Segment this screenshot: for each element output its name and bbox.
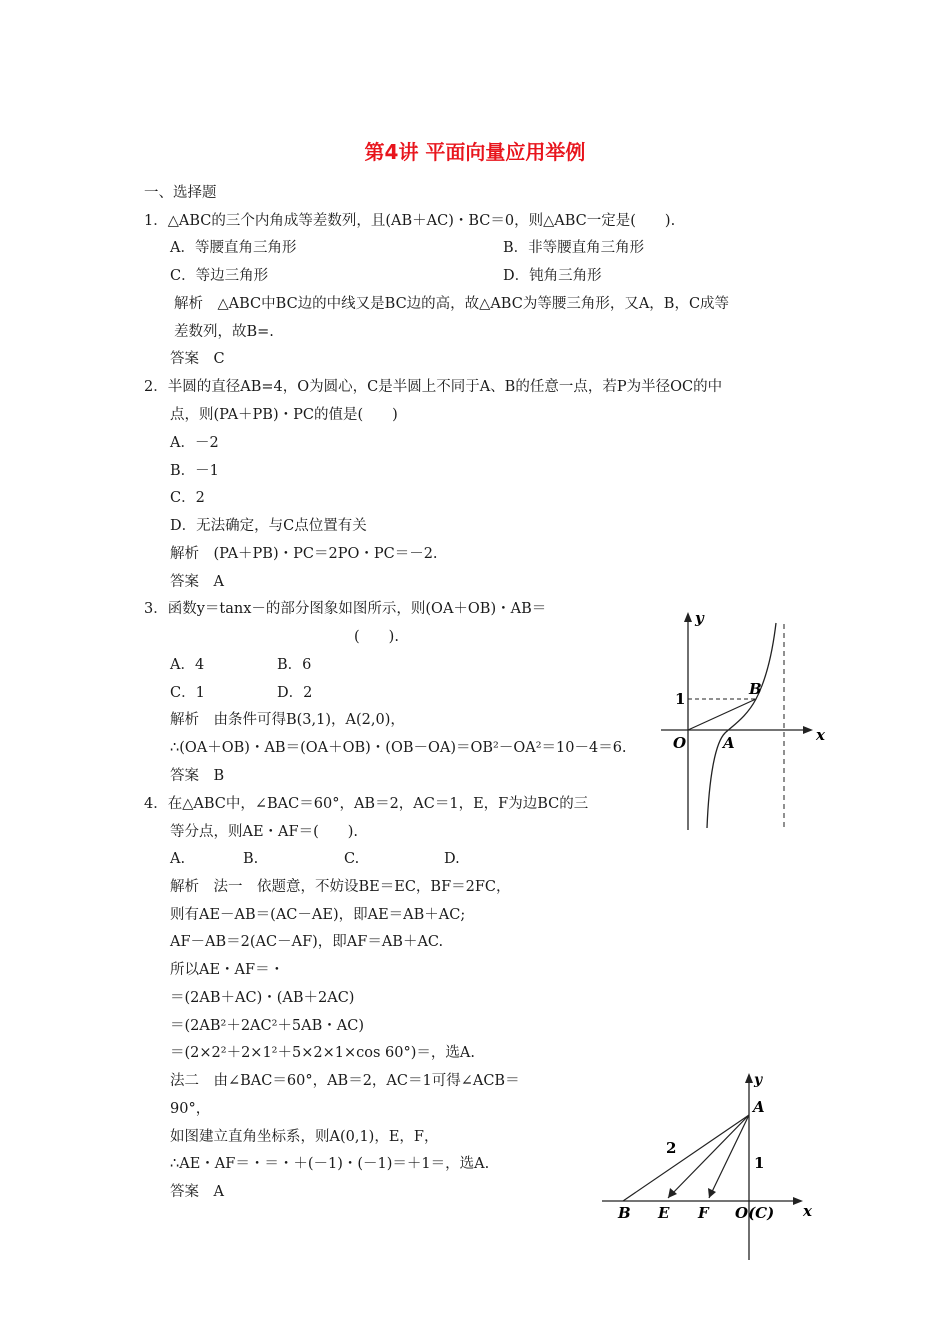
q2-analysis: 解析 (PA＋PB)・PC＝2PO・PC＝－2. xyxy=(170,546,438,562)
q4-method1-line5: ＝(2AB＋AC)・(AB＋2AC) xyxy=(170,990,355,1006)
q4-stem-line1: 4．在△ABC中，∠BAC＝60°，AB＝2，AC＝1，E，F为边BC的三 xyxy=(144,796,589,812)
q3-analysis-line1: 解析 由条件可得B(3,1)，A(2,0)， xyxy=(170,712,405,728)
q3-stem-line2: ( ). xyxy=(354,629,399,645)
label-x: x xyxy=(803,1202,812,1220)
q2-option-d: D．无法确定，与C点位置有关 xyxy=(170,518,367,534)
q2-stem-line1: 2．半圆的直径AB=4，O为圆心，C是半圆上不同于A、B的任意一点，若P为半径OC的中 xyxy=(144,379,723,395)
x-axis-arrow-icon xyxy=(803,726,813,734)
q4-method1-line7: ＝(2×2²＋2×1²＋5×2×1×cos 60°)＝，选A. xyxy=(170,1045,475,1061)
q1-analysis-line1: 解析 △ABC中BC边的中线又是BC边的高，故△ABC为等腰三角形，又A，B，C成等 xyxy=(174,296,730,312)
x-axis-arrow-icon xyxy=(793,1197,803,1205)
label-o-c: O(C) xyxy=(735,1204,775,1222)
q3-answer: 答案 B xyxy=(170,768,225,784)
q4-method1-line4: 所以AE・AF＝・ xyxy=(170,962,285,978)
vector-af-arrow-icon xyxy=(708,1188,716,1198)
vector-af xyxy=(709,1115,749,1198)
label-1: 1 xyxy=(754,1154,765,1172)
q4-option-a: A. xyxy=(170,851,186,867)
q1-option-d: D．钝角三角形 xyxy=(503,268,602,284)
vector-ae xyxy=(668,1115,749,1198)
q3-option-b: B．6 xyxy=(277,657,312,673)
label-f: F xyxy=(698,1204,709,1222)
triangle-coordinate-figure xyxy=(598,1068,823,1266)
label-o: O xyxy=(673,734,687,752)
q1-option-b: B．非等腰直角三角形 xyxy=(503,240,645,256)
q1-stem: 1．△ABC的三个内角成等差数列，且(AB＋AC)・BC＝0，则△ABC一定是( ). xyxy=(144,213,676,229)
label-y: y xyxy=(695,609,704,627)
q4-method1-line2: 则有AE－AB＝(AC－AE)，即AE＝AB＋AC; xyxy=(170,907,466,923)
q1-analysis-line2: 差数列，故B=. xyxy=(174,324,274,340)
tan-function-graph xyxy=(655,608,830,836)
label-b: B xyxy=(749,680,762,698)
q1-option-a: A．等腰直角三角形 xyxy=(170,240,297,256)
q4-option-b: B. xyxy=(243,851,259,867)
q4-option-c: C. xyxy=(344,851,360,867)
section-heading: 一、选择题 xyxy=(144,185,217,201)
q4-method2-line4: ∴AE・AF＝・＝・＋(－1)・(－1)＝＋1＝，选A. xyxy=(170,1156,490,1172)
label-y: y xyxy=(754,1072,763,1088)
q2-option-b: B．－1 xyxy=(170,463,219,479)
q3-option-a: A．4 xyxy=(170,657,205,673)
label-a: A xyxy=(723,734,735,752)
segment-ab xyxy=(623,1115,749,1201)
label-x: x xyxy=(816,726,825,744)
q4-method1-line6: ＝(2AB²＋2AC²＋5AB・AC) xyxy=(170,1018,365,1034)
q4-method2-line2: 90°， xyxy=(170,1101,211,1117)
y-axis-arrow-icon xyxy=(745,1073,753,1083)
q3-option-d: D．2 xyxy=(277,685,313,701)
q4-method2-line1: 法二 由∠BAC＝60°，AB＝2，AC＝1可得∠ACB＝ xyxy=(170,1073,520,1089)
q1-answer: 答案 C xyxy=(170,351,225,367)
q3-option-c: C．1 xyxy=(170,685,205,701)
label-b: B xyxy=(618,1204,631,1222)
q2-stem-line2: 点，则(PA＋PB)・PC的值是( ) xyxy=(170,407,398,423)
q4-option-d: D. xyxy=(444,851,460,867)
q1-option-c: C．等边三角形 xyxy=(170,268,269,284)
label-2: 2 xyxy=(666,1139,677,1157)
q3-analysis-line2: ∴(OA＋OB)・AB＝(OA＋OB)・(OB－OA)＝OB²－OA²＝10－4＝6. xyxy=(170,740,627,756)
y-axis-arrow-icon xyxy=(684,612,692,622)
label-a: A xyxy=(753,1098,765,1116)
q4-stem-line2: 等分点，则AE・AF＝( ). xyxy=(170,824,359,840)
tan-curve xyxy=(707,623,776,828)
q4-answer: 答案 A xyxy=(170,1184,224,1200)
label-1: 1 xyxy=(675,690,686,708)
page-title: 第4讲 平面向量应用举例 xyxy=(364,140,586,164)
q3-stem-line1: 3．函数y＝tanx－的部分图象如图所示，则(OA＋OB)・AB＝ xyxy=(144,601,547,617)
q2-option-c: C．2 xyxy=(170,490,205,506)
label-e: E xyxy=(658,1204,670,1222)
q2-answer: 答案 A xyxy=(170,574,224,590)
q4-method1-line1: 解析 法一 依题意，不妨设BE＝EC，BF＝2FC， xyxy=(170,879,511,895)
q4-method2-line3: 如图建立直角坐标系，则A(0,1)，E，F， xyxy=(170,1129,439,1145)
q2-option-a: A．－2 xyxy=(170,435,219,451)
q4-method1-line3: AF－AB＝2(AC－AF)，即AF＝AB＋AC. xyxy=(170,934,444,950)
